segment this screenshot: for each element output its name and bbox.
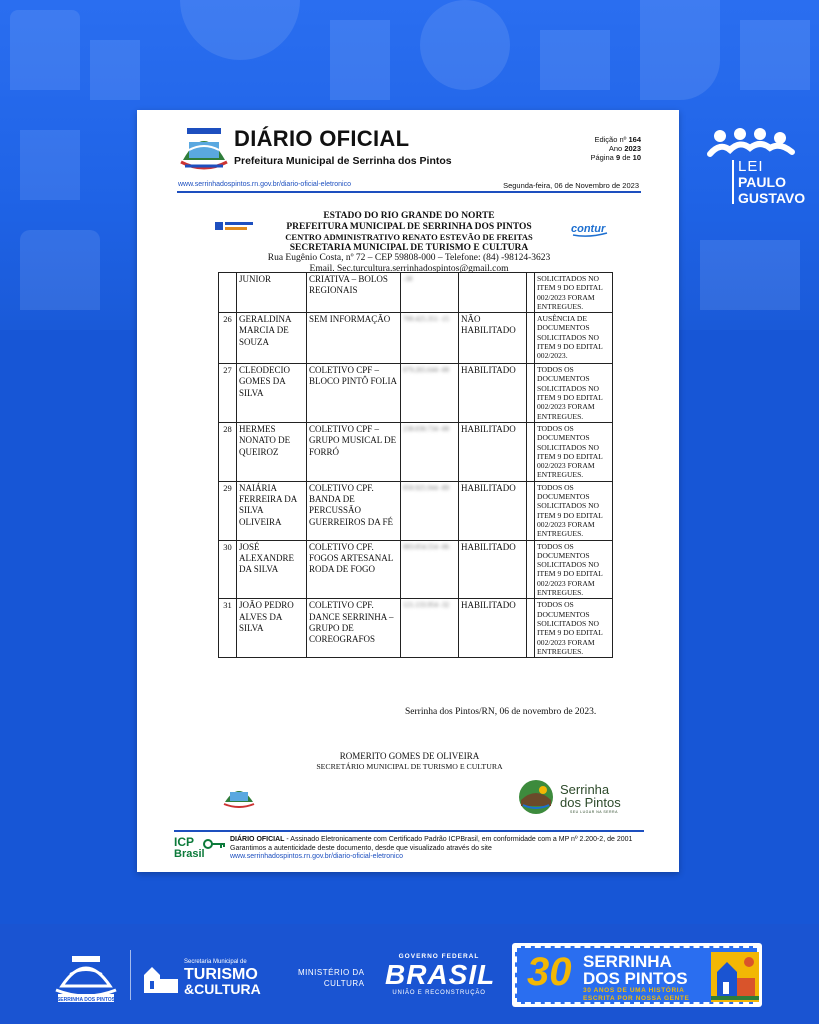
- spacer-cell: [527, 599, 535, 658]
- paulo-label: PAULO: [738, 174, 786, 190]
- status: HABILITADO: [461, 600, 516, 611]
- category-cell: [307, 364, 401, 423]
- observation: AUSÊNCIA DE DOCUMENTOS SOLICITADOS NO ITEM 9 DO EDITAL 002/2023.: [537, 314, 603, 361]
- signatory-name: ROMERITO GOMES DE OLIVEIRA: [339, 751, 480, 761]
- municipal-seal-small-icon: [221, 780, 257, 808]
- status-cell: [459, 422, 527, 481]
- cpf-redacted: 700.425.351 -15: [403, 315, 450, 324]
- signature-place-date: Serrinha dos Pintos/RN, 06 de novembro de 2023.: [405, 707, 597, 717]
- row-number-cell: [219, 599, 237, 658]
- proponent-name: JUNIOR: [239, 274, 272, 284]
- observation: TODOS OS DOCUMENTOS SOLICITADOS NO ITEM 9 DO EDITAL 002/2023 FORAM ENTREGUES.: [537, 541, 603, 598]
- cultura-big-label: &CULTURA: [184, 981, 261, 997]
- serrinha-logo-line1: Serrinha: [560, 782, 610, 797]
- category-cell: [307, 481, 401, 540]
- category-cell: [307, 313, 401, 364]
- spacer-cell: [527, 481, 535, 540]
- ano-value: 2023: [624, 144, 641, 153]
- letterhead-line3: CENTRO ADMINISTRATIVO RENATO ESTEVÃO DE FREITAS: [285, 232, 533, 242]
- badge-tag2: ESCRITA POR NOSSA GENTE: [583, 995, 690, 1002]
- municipal-seal-white-icon: [50, 946, 122, 1006]
- pagina-value: 9: [615, 153, 621, 162]
- edition-meta: [591, 135, 642, 162]
- footer-text1: - Assinado Eletronicamente com Certificado Padrão ICPBrasil, em conformidade com a MP nº 2.200-2, de 2001: [284, 836, 633, 843]
- cpf-redacted: 079.265.644 -00: [403, 366, 450, 375]
- icp-label: ICP: [174, 835, 195, 849]
- cpf-redacted: 050.925.944 -89: [403, 483, 450, 492]
- page-subtitle: Prefeitura Municipal de Serrinha dos Pintos: [234, 155, 452, 167]
- serrinha-30-anos-badge: [512, 943, 762, 1007]
- serrinha-dos-pintos-logo-icon: [517, 778, 557, 816]
- category: COLETIVO CPF. FOGOS ARTESANAL RODA DE FOGO: [309, 541, 393, 575]
- gov-brasil: BRASIL: [385, 959, 496, 990]
- category: COLETIVO CPF. BANDA DE PERCUSSÃO GUERREIROS DA FÉ: [309, 482, 394, 527]
- status-cell: [459, 273, 527, 313]
- spacer-cell: [527, 364, 535, 423]
- category: SEM INFORMAÇÃO: [309, 314, 391, 325]
- observation-cell: [535, 481, 613, 540]
- de-label: de: [622, 153, 631, 162]
- status-cell: [459, 313, 527, 364]
- church-icon: [140, 961, 180, 993]
- contur-text: contur: [571, 223, 606, 235]
- row-number-cell: [219, 481, 237, 540]
- document-page: [137, 110, 679, 872]
- observation: SOLICITADOS NO ITEM 9 DO EDITAL 002/2023 FORAM ENTREGUES.: [537, 274, 603, 311]
- serrinha-logo-tagline: SEU LUGAR NA SERRA: [570, 810, 618, 814]
- seal-text: SERRINHA DOS PINTOS: [56, 997, 116, 1003]
- turismo-cultura-logo: [140, 955, 285, 999]
- badge-title2: DOS PINTOS: [583, 969, 688, 988]
- proponent-name-cell: [237, 599, 307, 658]
- row-number-cell: [219, 273, 237, 313]
- cpf-redacted-cell: [401, 599, 459, 658]
- header-divider: [177, 191, 641, 193]
- edicao-value: 164: [628, 135, 641, 144]
- ano-label: Ano: [608, 144, 623, 153]
- cpf-redacted-cell: [401, 540, 459, 599]
- category: CRIATIVA – BOLOS REGIONAIS: [309, 274, 388, 296]
- spacer-cell: [527, 273, 535, 313]
- status: HABILITADO: [461, 365, 516, 376]
- row-number: 26: [223, 314, 232, 325]
- gustavo-label: GUSTAVO: [738, 190, 806, 206]
- proponent-name: JOÃO PEDRO ALVES DA SILVA: [239, 600, 294, 633]
- cpf-redacted-cell: [401, 313, 459, 364]
- status: NÃO HABILITADO: [461, 314, 516, 336]
- row-number-cell: [219, 540, 237, 599]
- header-date: Segunda-feira, 06 de Novembro de 2023: [503, 181, 639, 190]
- badge-inner: [515, 946, 759, 1004]
- row-number-cell: [219, 313, 237, 364]
- category-cell: [307, 273, 401, 313]
- proponent-name: NAIÁRIA FERREIRA DA SILVA OLIVEIRA: [239, 482, 297, 527]
- observation: TODOS OS DOCUMENTOS SOLICITADOS NO ITEM 9 DO EDITAL 002/2023 FORAM ENTREGUES.: [537, 423, 603, 480]
- ministerio-line2: CULTURA: [323, 979, 365, 988]
- governo-federal-logo: [385, 953, 496, 996]
- status: HABILITADO: [461, 482, 516, 493]
- row-number: 27: [223, 365, 232, 376]
- proponent-name-cell: [237, 273, 307, 313]
- row-number-cell: [219, 422, 237, 481]
- category-cell: [307, 422, 401, 481]
- table-row: [219, 364, 613, 423]
- footer-divider-vertical: [130, 950, 131, 1000]
- divider: [732, 160, 734, 204]
- spacer-cell: [527, 313, 535, 364]
- cpf-redacted-cell: [401, 273, 459, 313]
- municipal-seal-icon: [177, 120, 231, 172]
- observation-cell: [535, 364, 613, 423]
- table-row: [219, 481, 613, 540]
- lei-paulo-gustavo-logo: [704, 124, 814, 214]
- proponent-name: HERMES NONATO DE QUEIROZ: [239, 423, 291, 457]
- status-cell: [459, 540, 527, 599]
- category: COLETIVO CPF. DANCE SERRINHA – GRUPO DE COREOGRAFOS: [309, 600, 394, 645]
- observation-cell: [535, 313, 613, 364]
- footer-text2: Garantimos a autenticidade deste documento, desde que visualizado através do site: [230, 844, 492, 852]
- letterhead-line2: PREFEITURA MUNICIPAL DE SERRINHA DOS PINTOS: [286, 221, 532, 232]
- header-url-link[interactable]: www.serrinhadospintos.rn.gov.br/diario-oficial-eletronico: [178, 181, 352, 188]
- cpf-redacted: 121.133.954 -32: [403, 601, 450, 610]
- status: HABILITADO: [461, 541, 516, 552]
- key-icon: [203, 838, 227, 850]
- cpf-redacted: 083.054.554 -06: [403, 542, 450, 551]
- table-row: [219, 422, 613, 481]
- row-number: 30: [223, 541, 232, 552]
- signatory-role: SECRETÁRIO MUNICIPAL DE TURISMO E CULTURA: [316, 762, 503, 771]
- footer-divider: [174, 830, 644, 832]
- category: COLETIVO CPF – BLOCO PINTÔ FOLIA: [309, 365, 398, 387]
- table-row: [219, 540, 613, 599]
- observation-cell: [535, 599, 613, 658]
- serrinha-logo-line2: dos Pintos: [560, 795, 621, 810]
- letterhead-line1: ESTADO DO RIO GRANDE DO NORTE: [323, 211, 495, 221]
- pagina-label: Página: [590, 153, 614, 162]
- status-cell: [459, 364, 527, 423]
- tur-small-label: Secretaria Municipal de: [184, 959, 247, 965]
- proponent-name-cell: [237, 364, 307, 423]
- brasil-label: Brasil: [174, 848, 205, 860]
- gov-line3: UNIÃO E RECONSTRUÇÃO: [392, 990, 486, 996]
- letterhead-email: Email. Sec.turcultura.serrinhadospintos@gmail.com: [309, 264, 509, 274]
- row-number: 28: [223, 423, 232, 434]
- proponent-name-cell: [237, 313, 307, 364]
- proponent-name-cell: [237, 422, 307, 481]
- observation-cell: [535, 422, 613, 481]
- spacer-cell: [527, 422, 535, 481]
- status: HABILITADO: [461, 423, 516, 434]
- table-row: [219, 273, 613, 313]
- category: COLETIVO CPF – GRUPO MUSICAL DE FORRÓ: [309, 423, 397, 457]
- status-cell: [459, 599, 527, 658]
- page-title: DIÁRIO OFICIAL: [234, 126, 410, 151]
- observation-cell: [535, 273, 613, 313]
- observation: TODOS OS DOCUMENTOS SOLICITADOS NO ITEM 9 DO EDITAL 002/2023 FORAM ENTREGUES.: [537, 482, 603, 539]
- observation-cell: [535, 540, 613, 599]
- ministerio-cultura-logo: [298, 967, 365, 989]
- badge-title1: SERRINHA: [583, 952, 672, 971]
- habilitacao-table: [218, 272, 613, 658]
- proponent-name: JOSÉ ALEXANDRE DA SILVA: [239, 541, 294, 575]
- badge-number: 30: [527, 950, 572, 994]
- letterhead-address: Rua Eugênio Costa, nº 72 – CEP 59808-000 – Telefone: (84) -98124-3623: [267, 253, 551, 263]
- category-cell: [307, 540, 401, 599]
- cpf-redacted-cell: [401, 364, 459, 423]
- observation: TODOS OS DOCUMENTOS SOLICITADOS NO ITEM 9 DO EDITAL 002/2023 FORAM ENTREGUES.: [537, 365, 603, 421]
- row-number: 29: [223, 482, 232, 493]
- pagina-total: 10: [632, 153, 641, 162]
- proponent-name-cell: [237, 481, 307, 540]
- cpf-redacted: 238.030.734 -00: [403, 424, 450, 433]
- cpf-redacted-cell: [401, 481, 459, 540]
- cpf-redacted-cell: [401, 422, 459, 481]
- row-number-cell: [219, 364, 237, 423]
- letterhead-line4: SECRETARIA MUNICIPAL DE TURISMO E CULTURA: [289, 242, 529, 253]
- cpf-redacted: -38: [403, 275, 413, 283]
- church-illustration-icon: [711, 952, 759, 1002]
- lei-label: LEI: [738, 158, 764, 175]
- ministerio-line1: MINISTÉRIO DA: [298, 968, 365, 977]
- footer-bold: DIÁRIO OFICIAL: [230, 836, 285, 843]
- letterhead: [219, 211, 599, 274]
- table-row: [219, 599, 613, 658]
- table-row: [219, 313, 613, 364]
- edicao-label: Edição nº: [594, 135, 627, 144]
- footer-url-link[interactable]: www.serrinhadospintos.rn.gov.br/diario-oficial-eletronico: [230, 853, 404, 860]
- footer-certification-text: [230, 836, 650, 862]
- tur-big-label: TURISMO: [184, 966, 258, 983]
- category-cell: [307, 599, 401, 658]
- spacer-cell: [527, 540, 535, 599]
- status-cell: [459, 481, 527, 540]
- row-number: 31: [223, 600, 232, 611]
- observation: TODOS OS DOCUMENTOS SOLICITADOS NO ITEM 9 DO EDITAL 002/2023 FORAM ENTREGUES.: [537, 600, 603, 656]
- proponent-name: GERALDINA MARCIA DE SOUZA: [239, 314, 291, 347]
- proponent-name: CLEODECIO GOMES DA SILVA: [239, 365, 290, 398]
- gov-line1: GOVERNO FEDERAL: [398, 953, 480, 960]
- badge-tag1: 30 ANOS DE UMA HISTÓRIA: [583, 987, 685, 994]
- proponent-name-cell: [237, 540, 307, 599]
